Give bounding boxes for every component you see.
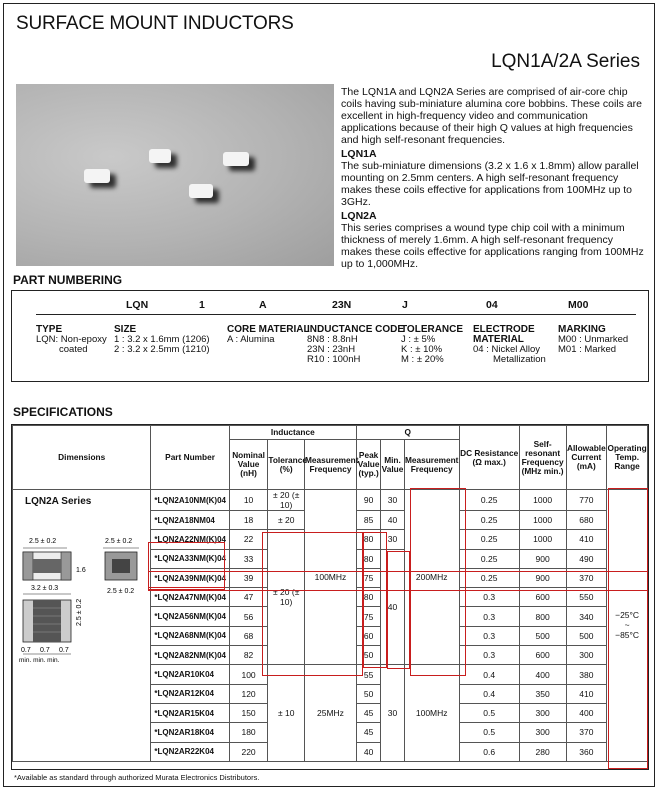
table-cell: 1000 [519,490,566,511]
table-row: *LQN2A33NM(K)04 [151,549,229,568]
table-cell: 68 [229,626,268,645]
intro-paragraph: The LQN1A and LQN2A Series are comprised of air-core chip coils having sub-miniature alumina core bobbins. These coils are excellent in high-frequency video and communication applications because of their high Q values at high frequencies and high self-resonant frequencies. [341,86,642,146]
table-cell: 90 [356,490,380,511]
table-cell: 75 [356,568,380,587]
chip-image [84,169,110,183]
table-row: *LQN2AR10K04 [151,665,229,684]
chip-image [149,149,171,163]
table-cell: 30 [381,490,404,511]
meas-25-cell: 25MHz [305,665,357,761]
table-cell: 33 [229,549,268,568]
code-type: LQN [126,299,149,311]
col-nominal: Nominal Value (nH) [229,440,268,490]
tolerance-cell: ± 20 (± 10) [268,490,305,511]
table-cell: 1000 [519,530,566,549]
code-tolerance: J [402,299,408,311]
col-part-number: Part Number [151,426,229,490]
table-cell: 900 [519,549,566,568]
table-cell: 45 [356,703,380,722]
table-cell: 85 [356,511,380,530]
table-cell: 80 [356,588,380,607]
intro-text [341,86,646,272]
page-title: SURFACE MOUNT INDUCTORS [16,13,294,34]
col-q-measurement: Measurement Frequency [404,440,459,490]
table-cell: 30 [381,530,404,549]
chip-image [189,184,213,198]
type-block: TYPE LQN: Non-epoxy coated [36,324,107,355]
table-row: *LQN2AR12K04 [151,684,229,703]
group-q: Q [356,426,459,440]
marking-block: MARKING M00 : Unmarked M01 : Marked [558,324,629,355]
table-cell: 0.25 [459,490,519,511]
table-cell: 80 [356,530,380,549]
svg-text:min. min. min.: min. min. min. [19,657,60,664]
col-dimensions: Dimensions [13,426,151,490]
table-cell: 680 [566,511,607,530]
table-cell: 770 [566,490,607,511]
table-cell: 0.25 [459,549,519,568]
table-cell: 400 [566,703,607,722]
table-cell: 40 [356,742,380,761]
q-min-low-cell: 30 [381,665,404,761]
code-electrode: 04 [486,299,498,311]
table-cell: 220 [229,742,268,761]
table-cell: 150 [229,703,268,722]
table-row: *LQN2A47NM(K)04 [151,588,229,607]
core-block: CORE MATERIAL A : Alumina [227,324,310,345]
table-cell: 10 [229,490,268,511]
col-self-resonant: Self-resonant Frequency (MHz min.) [519,426,566,490]
temp-range-cell: −25°C ~ −85°C [607,490,648,762]
table-cell: 22 [229,530,268,549]
chip-image [223,152,249,166]
lqn2a-text: This series comprises a wound type chip coil with a minimum thickness of merely 1.6mm. A high self-resonant frequency makes these coils effective for applications ranging from 100MHz up to 1,000MHz. [341,222,644,270]
table-cell: 400 [519,665,566,684]
table-cell: 0.3 [459,646,519,665]
table-cell: 370 [566,723,607,742]
svg-text:3.2 ± 0.3: 3.2 ± 0.3 [31,585,59,592]
q-min-cell: 40 [381,549,404,665]
meas-100-cell: 100MHz [305,490,357,665]
datasheet-page [3,3,655,787]
table-cell: 0.25 [459,530,519,549]
table-cell: 0.3 [459,607,519,626]
svg-text:0.7: 0.7 [21,647,31,654]
table-cell: 0.25 [459,511,519,530]
table-cell: 280 [519,742,566,761]
table-cell: 56 [229,607,268,626]
svg-text:0.7: 0.7 [40,647,50,654]
col-current: Allowable Current (mA) [566,426,607,490]
table-cell: ± 20 [268,511,305,530]
table-cell: 80 [356,549,380,568]
table-cell: 100 [229,665,268,684]
table-cell: 0.4 [459,665,519,684]
code-marking: M00 [568,299,589,311]
table-cell: 500 [519,626,566,645]
series-label: LQN2A Series [25,496,92,507]
col-temp: Operating Temp. Range [607,426,648,490]
table-row: *LQN2A10NM(K)04 [151,490,229,511]
col-peak: Peak Value (typ.) [356,440,380,490]
specifications-table-box [11,424,649,770]
lqn1a-text: The sub-miniature dimensions (3.2 x 1.6 x 1.8mm) allow parallel mounting on 2.5mm centers. A high self-resonant frequency makes these coils effective for applications from 100MHz up to 3GHz. [341,160,639,208]
table-cell: 120 [229,684,268,703]
specifications-heading: SPECIFICATIONS [13,405,113,419]
code-core: A [259,299,267,311]
dimension-drawing [15,530,145,755]
table-cell: 340 [566,607,607,626]
table-row: *LQN2A68NM(K)04 [151,626,229,645]
svg-text:2.5 ± 0.2: 2.5 ± 0.2 [29,538,57,545]
table-cell: 350 [519,684,566,703]
table-cell: 75 [356,607,380,626]
table-cell: 0.5 [459,723,519,742]
table-cell: 60 [356,626,380,645]
q-meas-200-cell: 200MHz [404,490,459,665]
q-meas-100-cell: 100MHz [404,665,459,761]
tolerance-mid-cell: ± 20 (± 10) [268,530,305,665]
electrode-block: ELECTRODE MATERIAL 04 : Nickel Alloy Metallization [473,324,546,365]
inductance-block: INDUCTANCE CODE 8N8 : 8.8nH 23N : 23nH R10 : 100nH [307,324,405,365]
table-cell: 50 [356,684,380,703]
table-cell: 380 [566,665,607,684]
series-title: LQN1A/2A Series [491,51,640,72]
table-row: *LQN2AR15K04 [151,703,229,722]
tolerance-block: TOLERANCE J : ± 5% K : ± 10% M : ± 20% [401,324,464,365]
table-cell: 45 [356,723,380,742]
code-size: 1 [199,299,205,311]
part-numbering-box [11,290,649,382]
table-cell: 370 [566,568,607,587]
col-measurement-frequency: Measurement Frequency [305,440,357,490]
table-cell: 600 [519,588,566,607]
table-row: *LQN2AR18K04 [151,723,229,742]
size-block: SIZE 1 : 3.2 x 1.6mm (1206) 2 : 3.2 x 2.5mm (1210) [114,324,210,355]
col-tolerance: Tolerance (%) [268,440,305,490]
table-cell: 490 [566,549,607,568]
divider [36,314,636,315]
table-cell: 82 [229,646,268,665]
table-cell: 39 [229,568,268,587]
table-cell: 0.4 [459,684,519,703]
svg-text:2.5 ± 0.2: 2.5 ± 0.2 [76,598,83,626]
table-cell: 500 [566,626,607,645]
table-cell: 300 [566,646,607,665]
table-row: *LQN2A22NM(K)04 [151,530,229,549]
table-cell: 360 [566,742,607,761]
table-cell: 300 [519,703,566,722]
table-cell: 0.3 [459,626,519,645]
table-cell: 50 [356,646,380,665]
code-inductance: 23N [332,299,352,311]
table-cell: 800 [519,607,566,626]
svg-text:0.7: 0.7 [59,647,69,654]
table-cell: 40 [381,511,404,530]
table-cell: 0.3 [459,588,519,607]
product-photo [16,84,334,266]
footnote: *Available as standard through authorized Murata Electronics Distributors. [14,773,260,782]
table-row: *LQN2A56NM(K)04 [151,607,229,626]
table-row: *LQN2A18NM04 [151,511,229,530]
tolerance-low-cell: ± 10 [268,665,305,761]
table-cell: 1000 [519,511,566,530]
table-cell: 550 [566,588,607,607]
table-row: *LQN2AR22K04 [151,742,229,761]
col-dc-resistance: DC Resistance (Ω max.) [459,426,519,490]
table-cell: 600 [519,646,566,665]
svg-text:2.5 ± 0.2: 2.5 ± 0.2 [105,538,133,545]
table-cell: 18 [229,511,268,530]
table-cell: 0.5 [459,703,519,722]
table-cell: 410 [566,530,607,549]
svg-text:1.6: 1.6 [76,567,86,574]
table-cell: 0.25 [459,568,519,587]
table-cell: 0.6 [459,742,519,761]
table-row: *LQN2A82NM(K)04 [151,646,229,665]
svg-text:2.5 ± 0.2: 2.5 ± 0.2 [107,588,135,595]
group-inductance: Inductance [229,426,356,440]
table-cell: 900 [519,568,566,587]
col-min: Min. Value [381,440,404,490]
table-cell: 180 [229,723,268,742]
table-cell: 300 [519,723,566,742]
part-numbering-heading: PART NUMBERING [13,273,123,287]
table-row: *LQN2A39NM(K)04 [151,568,229,587]
table-cell: 410 [566,684,607,703]
lqn2a-heading: LQN2A [341,210,377,222]
table-cell: 47 [229,588,268,607]
dimensions-cell [13,490,151,762]
lqn1a-heading: LQN1A [341,148,377,160]
table-cell: 55 [356,665,380,684]
specifications-table [12,425,648,762]
